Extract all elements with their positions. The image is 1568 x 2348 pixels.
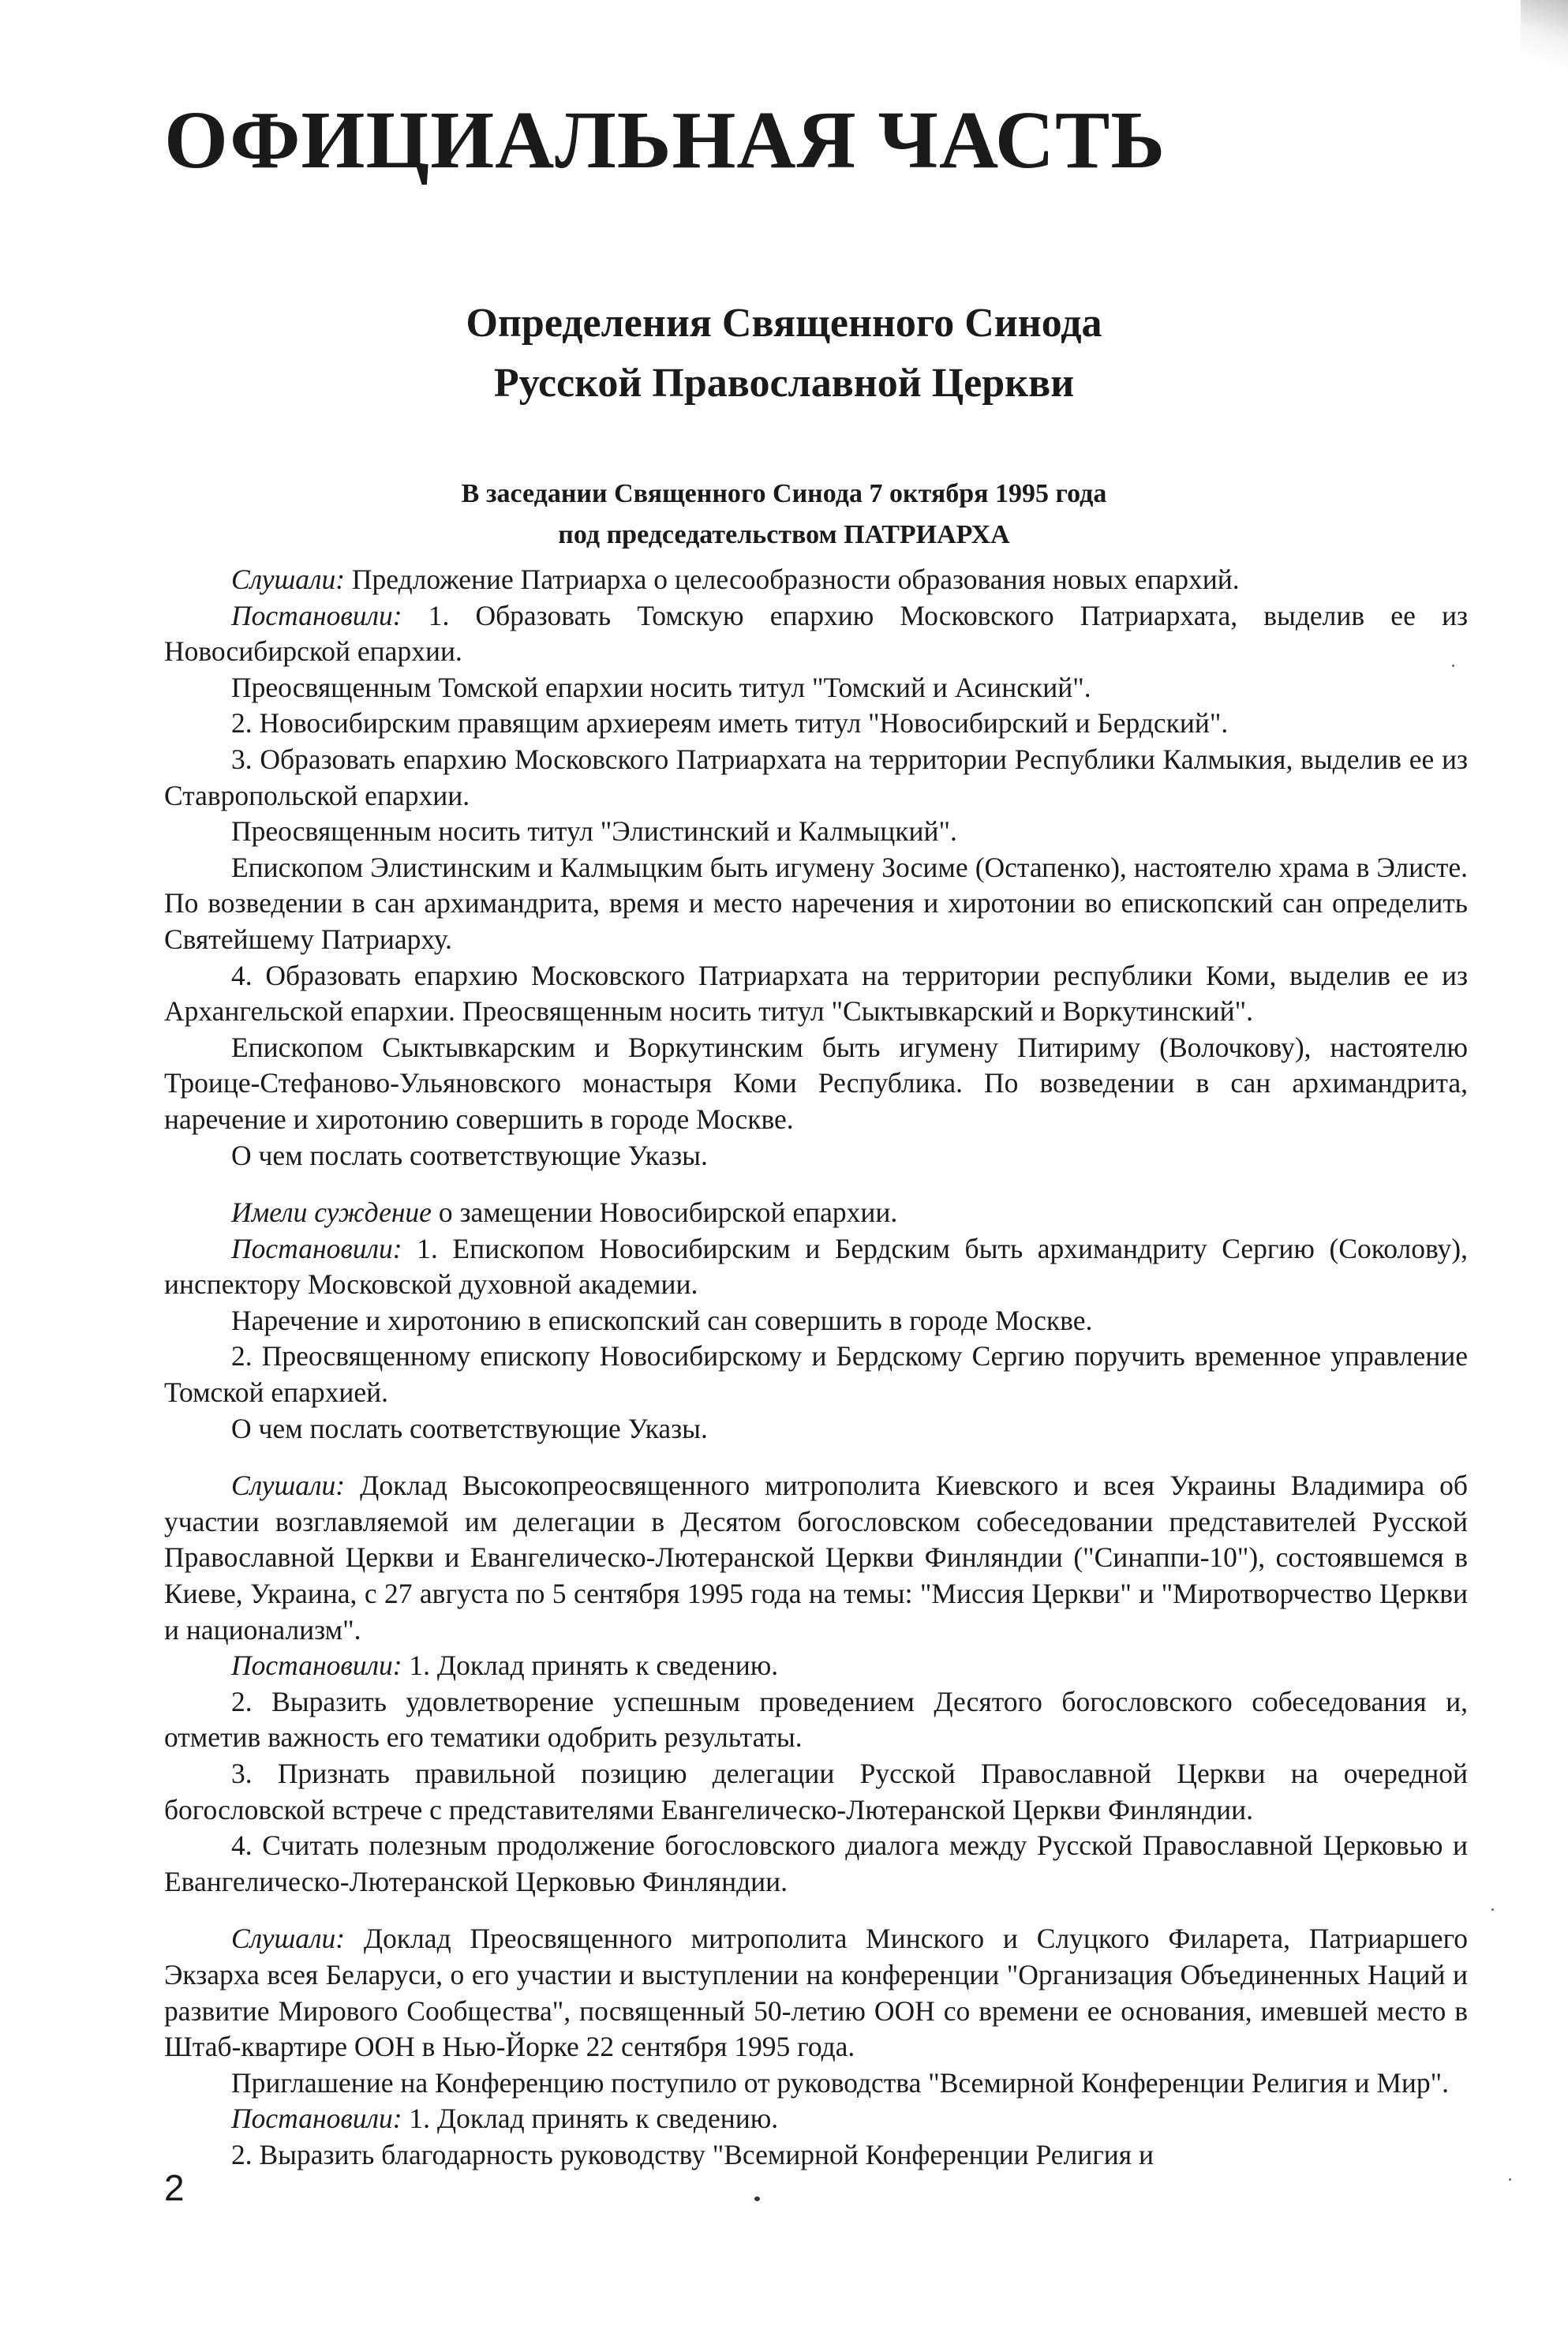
body-paragraph <box>164 958 1468 1030</box>
paragraph-text: О чем послать соответствующие Указы. <box>231 1139 708 1171</box>
paragraph-text: 3. Образовать епархию Московского Патриархата на территории Республики Калмыкия, выделив ее из Ставропольской епархии. <box>164 743 1468 811</box>
scan-speck <box>1509 2178 1511 2181</box>
document-title <box>0 294 1568 414</box>
body-paragraph <box>164 742 1468 814</box>
body-paragraph <box>164 850 1468 958</box>
body-paragraph <box>164 1411 1468 1447</box>
page-number: 2 <box>164 2167 185 2208</box>
paragraph-text: Доклад Высокопреосвященного митрополита Киевского и всея Украины Владимира об участии возглавляемой им делегации в Десятом богословском собеседовании представителей Русской Православной Церкви и Евангелическо-Лютеранской Церкви Финляндии ("Синаппи-10"), состоявшемся в Киеве, Украина, с 27 августа по 5 сентября 1995 года на темы: "Миссия Церкви" и "Миротворчество Церкви и национализм". <box>164 1470 1468 1646</box>
section-title: ОФИЦИАЛЬНАЯ ЧАСТЬ <box>164 95 1166 185</box>
document-body <box>164 562 1468 2174</box>
body-paragraph <box>164 706 1468 742</box>
scan-corner-mark <box>1521 0 1568 87</box>
body-paragraph <box>164 1231 1468 1303</box>
paragraph-text: Преосвященным Томской епархии носить титул "Томский и Асинский". <box>231 671 1091 703</box>
body-paragraph <box>164 598 1468 670</box>
paragraph-text: 1. Епископом Новосибирским и Бердским быть архимандриту Сергию (Соколову), инспектору Московской духовной академии. <box>164 1232 1468 1301</box>
paragraph-text: Доклад Преосвященного митрополита Минского и Слуцкого Филарета, Патриаршего Экзарха всея Беларуси, о его участии и выступлении на конференции "Организация Объединенных Наций и развитие Мирового Сообщества", посвященный 50-летию ООН со времени ее основания, имевшей место в Штаб-квартире ООН в Нью-Йорке 22 сентября 1995 года. <box>164 1923 1468 2063</box>
session-heading-line-1: В заседании Священного Синода 7 октября 1995 года <box>461 479 1107 508</box>
paragraph-lead: Постановили: <box>231 1650 402 1682</box>
body-paragraph <box>164 1195 1468 1231</box>
paragraph-text: Предложение Патриарха о целесообразности образования новых епархий. <box>345 564 1240 595</box>
body-paragraph <box>164 1030 1468 1138</box>
body-paragraph <box>164 2101 1468 2137</box>
body-paragraph <box>164 1921 1468 2065</box>
paragraph-text: 1. Доклад принять к сведению. <box>402 2103 779 2135</box>
paragraph-text: Епископом Элистинским и Калмыцким быть игумену Зосиме (Остапенко), настоятелю храма в Элисте. По возведении в сан архимандрита, время и место наречения и хиротонии во епископский сан определить Святейшему Патриарху. <box>164 851 1468 955</box>
body-paragraph <box>164 1828 1468 1900</box>
body-paragraph <box>164 1303 1468 1339</box>
paragraph-text: Приглашение на Конференцию поступило от руководства "Всемирной Конференции Религия и Мир". <box>231 2066 1450 2099</box>
scan-speck <box>1452 665 1454 667</box>
body-paragraph <box>164 1756 1468 1828</box>
body-paragraph <box>164 670 1468 706</box>
session-heading <box>0 474 1568 556</box>
body-paragraph <box>164 2065 1468 2102</box>
paragraph-text: Епископом Сыктывкарским и Воркутинским быть игумену Питириму (Волочкову), настоятелю Троице-Стефаново-Ульяновского монастыря Коми Республика. По возведении в сан архимандрита, наречение и хиротонию совершить в городе Москве. <box>164 1031 1468 1135</box>
scan-dot <box>754 2196 760 2201</box>
paragraph-text: 1. Образовать Томскую епархию Московского Патриархата, выделив ее из Новосибирской епархии. <box>164 599 1468 668</box>
paragraph-lead: Слушали: <box>231 1923 346 1955</box>
document-title-line-1: Определения Священного Синода <box>466 301 1102 346</box>
paragraph-lead: Постановили: <box>231 2103 402 2135</box>
paragraph-text: О чем послать соответствующие Указы. <box>231 1412 708 1444</box>
paragraph-text: 2. Новосибирским правящим архиереям иметь титул "Новосибирский и Бердский". <box>231 707 1229 740</box>
paragraph-text: 1. Доклад принять к сведению. <box>402 1650 779 1682</box>
body-paragraph <box>164 1138 1468 1174</box>
paragraph-text: 4. Считать полезным продолжение богословского диалога между Русской Православной Церковью и Евангелическо-Лютеранской Церковью Финляндии. <box>164 1829 1468 1897</box>
scan-speck <box>1491 1908 1494 1911</box>
paragraph-text: 2. Выразить благодарность руководству "Всемирной Конференции Религия и <box>231 2138 1154 2170</box>
paragraph-text: 4. Образовать епархию Московского Патриархата на территории республики Коми, выделив ее из Архангельской епархии. Преосвященным носить титул "Сыктывкарский и Воркутинский". <box>164 959 1468 1028</box>
body-paragraph <box>164 1648 1468 1684</box>
paragraph-lead: Постановили: <box>231 1232 402 1264</box>
paragraph-text: 2. Выразить удовлетворение успешным проведением Десятого богословского собеседования и, отметив важность его тематики одобрить результаты. <box>164 1685 1468 1754</box>
body-paragraph <box>164 2137 1468 2174</box>
paragraph-text: о замещении Новосибирской епархии. <box>431 1196 898 1229</box>
body-paragraph <box>164 1684 1468 1756</box>
paragraph-text: Преосвященным носить титул "Элистинский и Калмыцкий". <box>231 815 957 848</box>
paragraph-text: 3. Признать правильной позицию делегации Русской Православной Церкви на очередной богословской встрече с представителями Евангелическо-Лютеранской Церкви Финляндии. <box>164 1758 1468 1826</box>
paragraph-lead: Имели суждение <box>231 1196 432 1229</box>
body-paragraph <box>164 1468 1468 1648</box>
session-heading-line-2: под председательством ПАТРИАРХА <box>558 520 1010 549</box>
body-paragraph <box>164 814 1468 850</box>
body-paragraph <box>164 562 1468 598</box>
paragraph-text: 2. Преосвященному епископу Новосибирскому и Бердскому Сергию поручить временное управление Томской епархией. <box>164 1340 1468 1409</box>
body-paragraph <box>164 1339 1468 1410</box>
paragraph-text: Наречение и хиротонию в епископский сан совершить в городе Москве. <box>231 1304 1093 1336</box>
paragraph-lead: Слушали: <box>231 564 346 595</box>
paragraph-lead: Слушали: <box>231 1470 346 1502</box>
document-title-line-2: Русской Православной Церкви <box>493 361 1075 406</box>
paragraph-lead: Постановили: <box>231 599 402 631</box>
